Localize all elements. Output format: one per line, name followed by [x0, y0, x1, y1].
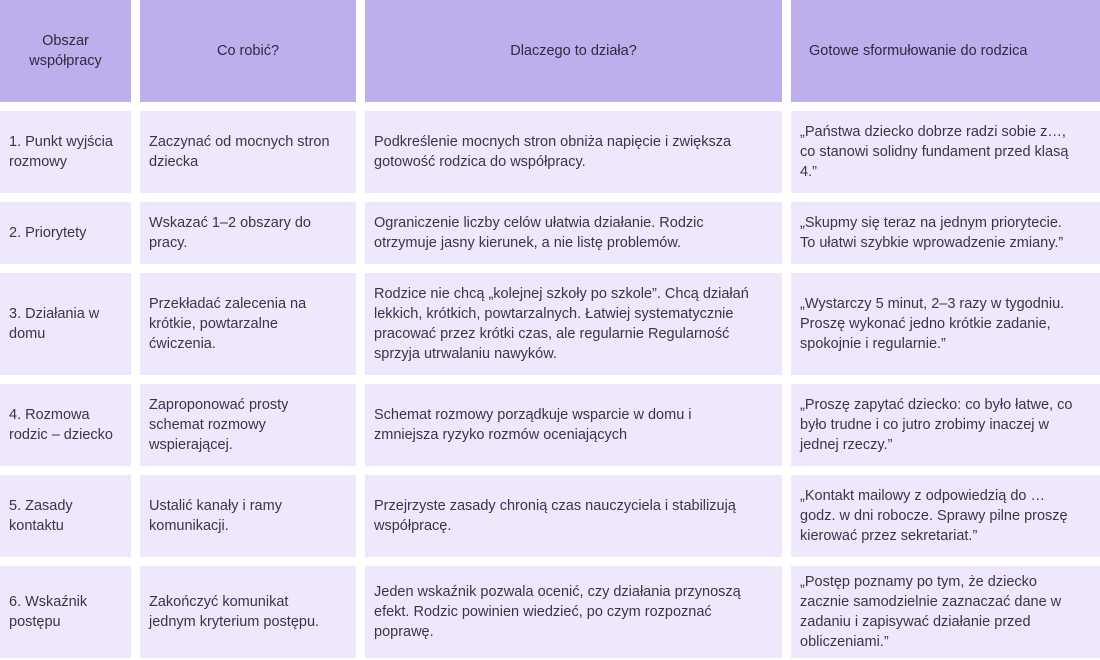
row-2-ready-phrase: „Skupmy się teraz na jednym priorytecie. To ułatwi szybkie wprowadzenie zmiany.” — [791, 202, 1100, 264]
header-why-it-works: Dlaczego to działa? — [365, 0, 782, 102]
row-5-area: 5. Zasady kontaktu — [0, 475, 131, 557]
row-1-what-to-do: Zaczynać od mocnych stron dziecka — [140, 111, 356, 193]
row-5-why-it-works: Przejrzyste zasady chronią czas nauczyciela i stabilizują współpracę. — [365, 475, 782, 557]
row-3-what-to-do: Przekładać zalecenia na krótkie, powtarzalne ćwiczenia. — [140, 273, 356, 375]
row-5-ready-phrase: „Kontakt mailowy z odpowiedzią do … godz. w dni robocze. Sprawy pilne proszę kierować przez sekretariat.” — [791, 475, 1100, 557]
header-area: Obszar współpracy — [0, 0, 131, 102]
row-4-ready-phrase: „Proszę zapytać dziecko: co było łatwe, co było trudne i co jutro zrobimy inaczej w jednej rzeczy.” — [791, 384, 1100, 466]
row-2-what-to-do: Wskazać 1–2 obszary do pracy. — [140, 202, 356, 264]
row-4-what-to-do: Zaproponować prosty schemat rozmowy wspierającej. — [140, 384, 356, 466]
row-1-area: 1. Punkt wyjścia rozmowy — [0, 111, 131, 193]
row-2-area: 2. Priorytety — [0, 202, 131, 264]
row-1-ready-phrase: „Państwa dziecko dobrze radzi sobie z…, co stanowi solidny fundament przed klasą 4.” — [791, 111, 1100, 193]
row-5-what-to-do: Ustalić kanały i ramy komunikacji. — [140, 475, 356, 557]
header-what-to-do: Co robić? — [140, 0, 356, 102]
header-ready-phrase: Gotowe sformułowanie do rodzica — [791, 0, 1100, 102]
row-4-why-it-works: Schemat rozmowy porządkuje wsparcie w domu i zmniejsza ryzyko rozmów oceniających — [365, 384, 782, 466]
row-3-ready-phrase: „Wystarczy 5 minut, 2–3 razy w tygodniu. Proszę wykonać jedno krótkie zadanie, spokojnie i regularnie.” — [791, 273, 1100, 375]
row-6-what-to-do: Zakończyć komunikat jednym kryterium postępu. — [140, 566, 356, 658]
row-4-area: 4. Rozmowa rodzic – dziecko — [0, 384, 131, 466]
row-3-area: 3. Działania w domu — [0, 273, 131, 375]
row-6-ready-phrase: „Postęp poznamy po tym, że dziecko zacznie samodzielnie zaznaczać dane w zadaniu i zapisywać działanie przed obliczeniami.” — [791, 566, 1100, 658]
row-1-why-it-works: Podkreślenie mocnych stron obniża napięcie i zwiększa gotowość rodzica do współpracy. — [365, 111, 782, 193]
row-2-why-it-works: Ograniczenie liczby celów ułatwia działanie. Rodzic otrzymuje jasny kierunek, a nie listę problemów. — [365, 202, 782, 264]
row-6-area: 6. Wskaźnik postępu — [0, 566, 131, 658]
row-6-why-it-works: Jeden wskaźnik pozwala ocenić, czy działania przynoszą efekt. Rodzic powinien wiedzieć, po czym rozpoznać poprawę. — [365, 566, 782, 658]
row-3-why-it-works: Rodzice nie chcą „kolejnej szkoły po szkole”. Chcą działań lekkich, krótkich, powtarzalnych. Łatwiej systematycznie pracować przez krótki czas, ale regularnie Regularność sprzyja utrwalaniu nawyków. — [365, 273, 782, 375]
